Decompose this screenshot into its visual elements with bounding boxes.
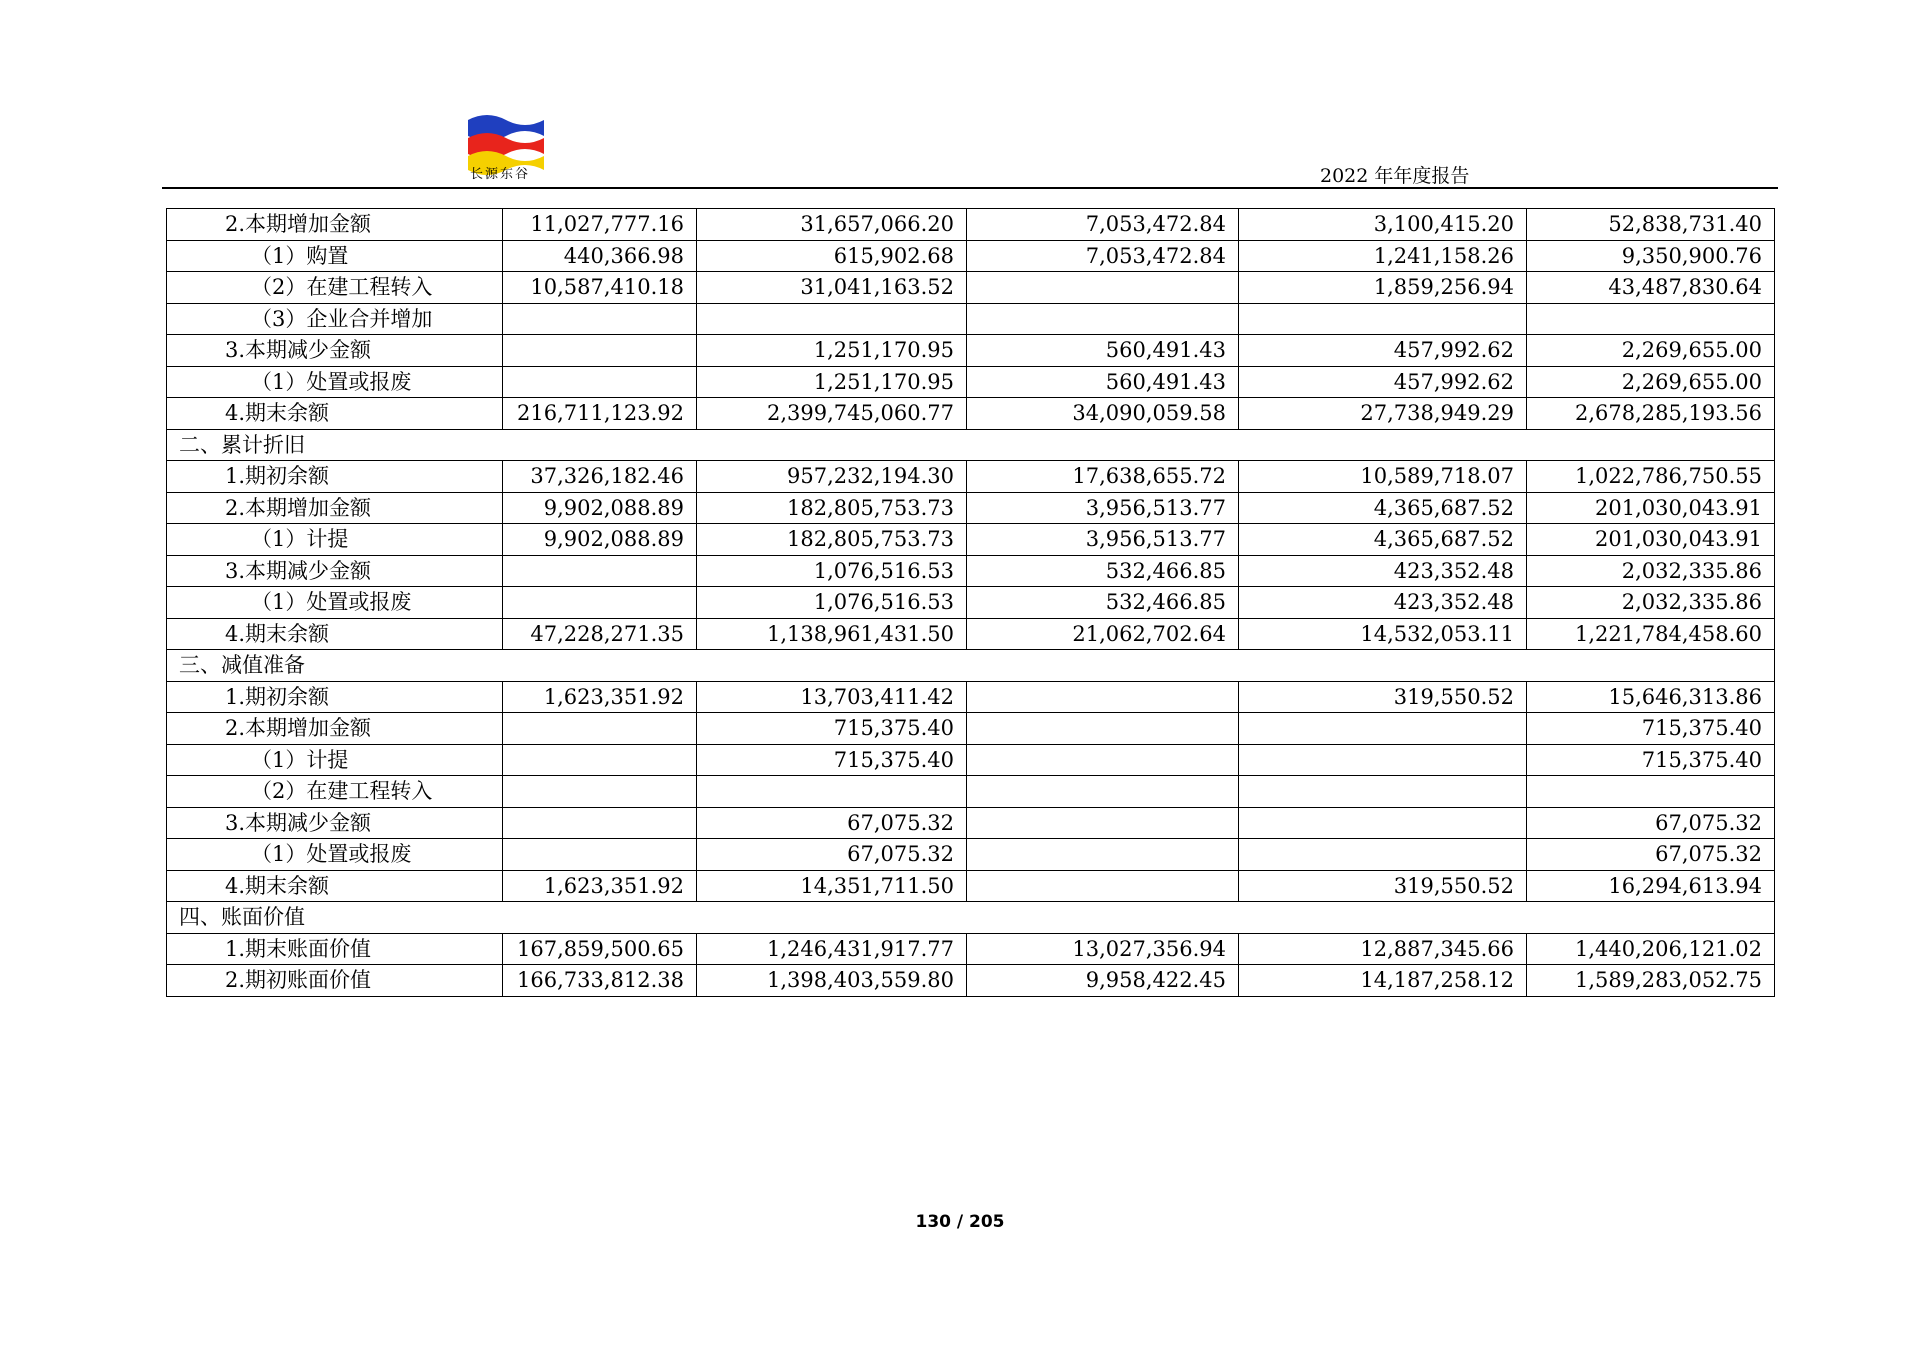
value-cell [503,744,697,776]
value-cell: 47,228,271.35 [503,618,697,650]
value-cell: 34,090,059.58 [967,398,1239,430]
fixed-assets-table [166,208,1775,997]
value-cell: 2,399,745,060.77 [697,398,967,430]
value-cell: 1,076,516.53 [697,555,967,587]
value-cell [1239,839,1527,871]
row-label: 三、减值准备 [167,650,1775,682]
value-cell [1239,807,1527,839]
value-cell: 7,053,472.84 [967,240,1239,272]
value-cell: 1,623,351.92 [503,681,697,713]
table-row [167,839,1775,871]
row-label: 2.本期增加金额 [167,492,503,524]
value-cell: 2,269,655.00 [1527,366,1775,398]
value-cell [1527,303,1775,335]
value-cell: 52,838,731.40 [1527,209,1775,241]
value-cell: 7,053,472.84 [967,209,1239,241]
value-cell: 423,352.48 [1239,555,1527,587]
value-cell: 1,589,283,052.75 [1527,965,1775,997]
value-cell: 9,902,088.89 [503,492,697,524]
value-cell: 167,859,500.65 [503,933,697,965]
value-cell: 31,041,163.52 [697,272,967,304]
value-cell: 615,902.68 [697,240,967,272]
value-cell [503,587,697,619]
logo-text: 长源东谷 [470,167,531,182]
row-label: 四、账面价值 [167,902,1775,934]
value-cell: 1,251,170.95 [697,366,967,398]
row-label: 4.期末余额 [167,618,503,650]
table-row [167,366,1775,398]
report-title: 2022 年年度报告 [1320,165,1470,187]
table-row [167,303,1775,335]
value-cell: 2,269,655.00 [1527,335,1775,367]
value-cell [503,335,697,367]
table-row [167,713,1775,745]
value-cell: 182,805,753.73 [697,524,967,556]
value-cell: 11,027,777.16 [503,209,697,241]
row-label: （2）在建工程转入 [167,272,503,304]
value-cell [967,839,1239,871]
value-cell [967,272,1239,304]
value-cell: 2,032,335.86 [1527,587,1775,619]
value-cell: 16,294,613.94 [1527,870,1775,902]
table-row [167,744,1775,776]
value-cell: 67,075.32 [1527,839,1775,871]
value-cell: 715,375.40 [697,713,967,745]
value-cell: 37,326,182.46 [503,461,697,493]
table-row [167,587,1775,619]
value-cell: 1,251,170.95 [697,335,967,367]
value-cell: 12,887,345.66 [1239,933,1527,965]
value-cell [967,776,1239,808]
value-cell: 14,187,258.12 [1239,965,1527,997]
value-cell: 14,532,053.11 [1239,618,1527,650]
row-label: 4.期末余额 [167,398,503,430]
value-cell: 319,550.52 [1239,681,1527,713]
table-row [167,272,1775,304]
table-row [167,965,1775,997]
value-cell [503,366,697,398]
value-cell: 21,062,702.64 [967,618,1239,650]
section-row [167,429,1775,461]
value-cell: 440,366.98 [503,240,697,272]
value-cell: 4,365,687.52 [1239,524,1527,556]
table-row [167,492,1775,524]
value-cell: 1,398,403,559.80 [697,965,967,997]
value-cell: 9,958,422.45 [967,965,1239,997]
value-cell [967,744,1239,776]
value-cell: 14,351,711.50 [697,870,967,902]
value-cell [503,303,697,335]
table-row [167,398,1775,430]
value-cell: 1,022,786,750.55 [1527,461,1775,493]
table-row [167,933,1775,965]
value-cell: 957,232,194.30 [697,461,967,493]
value-cell [697,776,967,808]
value-cell: 3,956,513.77 [967,524,1239,556]
row-label: （1）计提 [167,524,503,556]
value-cell: 715,375.40 [697,744,967,776]
row-label: （3）企业合并增加 [167,303,503,335]
value-cell [1239,744,1527,776]
value-cell [503,713,697,745]
value-cell: 560,491.43 [967,366,1239,398]
table-row [167,555,1775,587]
value-cell: 9,350,900.76 [1527,240,1775,272]
value-cell: 715,375.40 [1527,713,1775,745]
value-cell: 17,638,655.72 [967,461,1239,493]
value-cell: 13,027,356.94 [967,933,1239,965]
value-cell: 10,589,718.07 [1239,461,1527,493]
value-cell: 1,859,256.94 [1239,272,1527,304]
value-cell: 67,075.32 [697,839,967,871]
row-label: （1）处置或报废 [167,839,503,871]
page-number: 130 / 205 [915,1212,1005,1232]
table-row [167,335,1775,367]
row-label: 2.本期增加金额 [167,209,503,241]
table-row [167,870,1775,902]
value-cell: 560,491.43 [967,335,1239,367]
row-label: 2.本期增加金额 [167,713,503,745]
value-cell: 1,246,431,917.77 [697,933,967,965]
value-cell [967,681,1239,713]
value-cell: 27,738,949.29 [1239,398,1527,430]
row-label: （1）计提 [167,744,503,776]
header-divider [162,187,1778,189]
value-cell: 3,100,415.20 [1239,209,1527,241]
table-row [167,681,1775,713]
value-cell [1239,776,1527,808]
value-cell: 4,365,687.52 [1239,492,1527,524]
value-cell: 13,703,411.42 [697,681,967,713]
value-cell: 67,075.32 [1527,807,1775,839]
value-cell: 457,992.62 [1239,335,1527,367]
value-cell: 31,657,066.20 [697,209,967,241]
row-label: 2.期初账面价值 [167,965,503,997]
row-label: （1）处置或报废 [167,587,503,619]
value-cell [1527,776,1775,808]
value-cell [967,303,1239,335]
value-cell: 201,030,043.91 [1527,524,1775,556]
row-label: 1.期初余额 [167,681,503,713]
row-label: 3.本期减少金额 [167,335,503,367]
value-cell: 1,138,961,431.50 [697,618,967,650]
row-label: （2）在建工程转入 [167,776,503,808]
section-row [167,902,1775,934]
table-row [167,209,1775,241]
row-label: （1）处置或报废 [167,366,503,398]
value-cell: 9,902,088.89 [503,524,697,556]
value-cell: 2,678,285,193.56 [1527,398,1775,430]
value-cell: 1,076,516.53 [697,587,967,619]
value-cell [503,555,697,587]
value-cell [1239,303,1527,335]
table-row [167,524,1775,556]
value-cell: 182,805,753.73 [697,492,967,524]
row-label: 1.期初余额 [167,461,503,493]
value-cell [1239,713,1527,745]
value-cell: 1,241,158.26 [1239,240,1527,272]
section-row [167,650,1775,682]
value-cell: 43,487,830.64 [1527,272,1775,304]
value-cell: 532,466.85 [967,555,1239,587]
value-cell: 3,956,513.77 [967,492,1239,524]
row-label: 二、累计折旧 [167,429,1775,461]
value-cell [967,807,1239,839]
value-cell: 166,733,812.38 [503,965,697,997]
row-label: 3.本期减少金额 [167,807,503,839]
value-cell: 715,375.40 [1527,744,1775,776]
row-label: 1.期末账面价值 [167,933,503,965]
row-label: 4.期末余额 [167,870,503,902]
value-cell [503,807,697,839]
table-row [167,807,1775,839]
value-cell: 2,032,335.86 [1527,555,1775,587]
value-cell: 10,587,410.18 [503,272,697,304]
value-cell: 532,466.85 [967,587,1239,619]
table-row [167,618,1775,650]
value-cell: 1,221,784,458.60 [1527,618,1775,650]
table-row [167,776,1775,808]
value-cell: 319,550.52 [1239,870,1527,902]
value-cell: 67,075.32 [697,807,967,839]
value-cell [697,303,967,335]
value-cell: 15,646,313.86 [1527,681,1775,713]
value-cell: 1,440,206,121.02 [1527,933,1775,965]
value-cell [967,713,1239,745]
value-cell [503,839,697,871]
table-row [167,461,1775,493]
value-cell: 457,992.62 [1239,366,1527,398]
value-cell [503,776,697,808]
row-label: （1）购置 [167,240,503,272]
value-cell: 1,623,351.92 [503,870,697,902]
table-row [167,240,1775,272]
value-cell: 423,352.48 [1239,587,1527,619]
value-cell: 216,711,123.92 [503,398,697,430]
value-cell [967,870,1239,902]
value-cell: 201,030,043.91 [1527,492,1775,524]
row-label: 3.本期减少金额 [167,555,503,587]
